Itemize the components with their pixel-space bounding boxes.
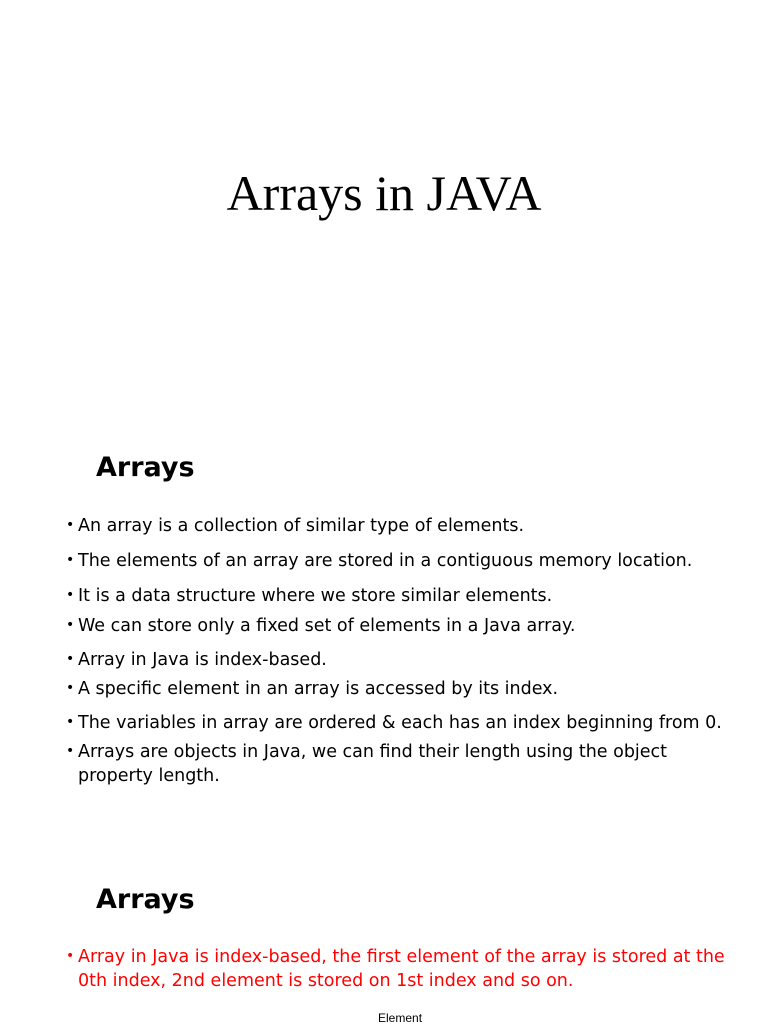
bullet-item <box>66 648 746 672</box>
bullet-item <box>66 711 746 735</box>
bullet-text: Array in Java is index-based. <box>78 650 327 670</box>
bullet-dot-icon: • <box>66 680 75 696</box>
slide-heading: Arrays <box>96 884 195 915</box>
bullet-dot-icon: • <box>66 587 75 603</box>
bullet-item <box>66 945 756 993</box>
bullet-text: A specific element in an array is accessed by its index. <box>78 679 559 699</box>
bullet-text: We can store only a fixed set of elements in a Java array. <box>78 616 576 636</box>
bullet-item <box>66 740 716 788</box>
bullet-item <box>66 584 746 608</box>
bullet-item <box>66 514 746 538</box>
arrays-overview-slide <box>0 410 768 830</box>
bullet-text: It is a data structure where we store similar elements. <box>78 586 553 606</box>
bullet-dot-icon: • <box>66 651 75 667</box>
bullet-item <box>66 549 746 573</box>
bullet-dot-icon: • <box>66 552 75 568</box>
bullet-item <box>66 614 746 638</box>
title-slide <box>0 0 768 410</box>
bullet-dot-icon: • <box>66 714 75 730</box>
bullet-item <box>66 677 746 701</box>
bullet-text: The variables in array are ordered & each has an index beginning from 0. <box>78 713 722 733</box>
bullet-dot-icon: • <box>66 517 75 533</box>
bullet-dot-icon: • <box>66 617 75 633</box>
slide-heading: Arrays <box>96 452 195 483</box>
bullet-dot-icon: • <box>66 948 75 964</box>
bullet-dot-icon: • <box>66 743 75 759</box>
bullet-text: Arrays are objects in Java, we can find their length using the object property length. <box>78 742 668 786</box>
arrays-index-slide <box>0 830 768 1024</box>
slide-title: Arrays in JAVA <box>226 165 542 221</box>
diagram-label: Element <box>378 1011 423 1025</box>
bullet-text: Array in Java is index-based, the first element of the array is stored at the 0th index, 2nd element is stored on 1st index and so on. <box>78 947 725 991</box>
bullet-text: The elements of an array are stored in a contiguous memory location. <box>78 551 693 571</box>
bullet-text: An array is a collection of similar type of elements. <box>78 516 525 536</box>
